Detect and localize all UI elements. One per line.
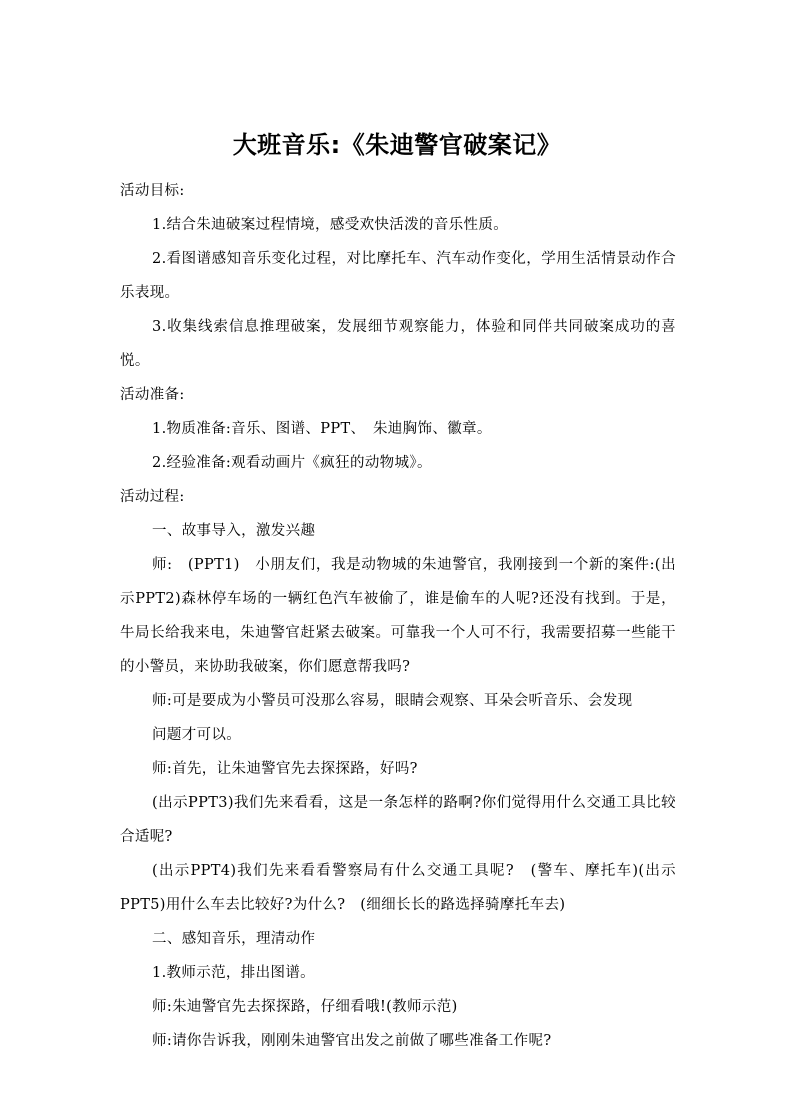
process-step-heading-1: 一、故事导入，激发兴趣 bbox=[152, 523, 316, 539]
section-heading-process: 活动过程: bbox=[120, 489, 185, 505]
paragraph-ppt4: (出示PPT4)我们先来看看警察局有什么交通工具呢? (警车、摩托车)(出示PPT5)用什么车去比较好?为什么? (细细长长的路选择骑摩托车去) bbox=[120, 863, 676, 913]
paragraph-ppt3: (出示PPT3)我们先来看看，这是一条怎样的路啊?你们觉得用什么交通工具比较合适呢? bbox=[120, 795, 676, 845]
process-substep-1: 1.教师示范，排出图谱。 bbox=[152, 965, 316, 981]
goal-item-2: 2.看图谱感知音乐变化过程，对比摩托车、汽车动作变化，学用生活情景动作合乐表现。 bbox=[120, 251, 676, 301]
section-heading-goals: 活动目标: bbox=[120, 183, 185, 199]
section-heading-preparation: 活动准备: bbox=[120, 387, 185, 403]
preparation-item-1: 1.物质准备:音乐、图谱、PPT、 朱迪胸饰、徽章。 bbox=[152, 421, 492, 437]
paragraph-teacher-question: 师:请你告诉我，刚刚朱迪警官出发之前做了哪些准备工作呢? bbox=[152, 1033, 552, 1049]
paragraph-teacher-story: 师: (PPT1) 小朋友们，我是动物城的朱迪警官，我刚接到一个新的案件:(出示PPT2)森林停车场的一辆红色汽车被偷了，谁是偷车的人呢?还没有找到。于是，牛局长给我来电，朱迪警官赶紧去破案。可靠我一个人可不行，我需要招募一些能干的小警员，来协助我破案，你们愿意帮我吗? bbox=[120, 557, 676, 675]
preparation-item-2: 2.经验准备:观看动画片《疯狂的动物城》。 bbox=[152, 455, 432, 471]
paragraph-teacher-condition: 师:可是要成为小警员可没那么容易，眼睛会观察、耳朵会听音乐、会发现 bbox=[152, 693, 633, 709]
process-step-heading-2: 二、感知音乐，理清动作 bbox=[152, 931, 316, 947]
paragraph-teacher-explore: 师:首先，让朱迪警官先去探探路，好吗? bbox=[152, 761, 418, 777]
goal-item-1: 1.结合朱迪破案过程情境，感受欢快活泼的音乐性质。 bbox=[152, 217, 509, 233]
paragraph-teacher-demo: 师:朱迪警官先去探探路，仔细看哦!(教师示范) bbox=[152, 999, 458, 1015]
page-title: 大班音乐:《朱迪警官破案记》 bbox=[232, 131, 562, 159]
document-body bbox=[120, 174, 676, 1058]
paragraph-teacher-condition-continued: 问题才可以。 bbox=[152, 727, 242, 743]
goal-item-3: 3.收集线索信息推理破案，发展细节观察能力，体验和同伴共同破案成功的喜悦。 bbox=[120, 319, 676, 369]
